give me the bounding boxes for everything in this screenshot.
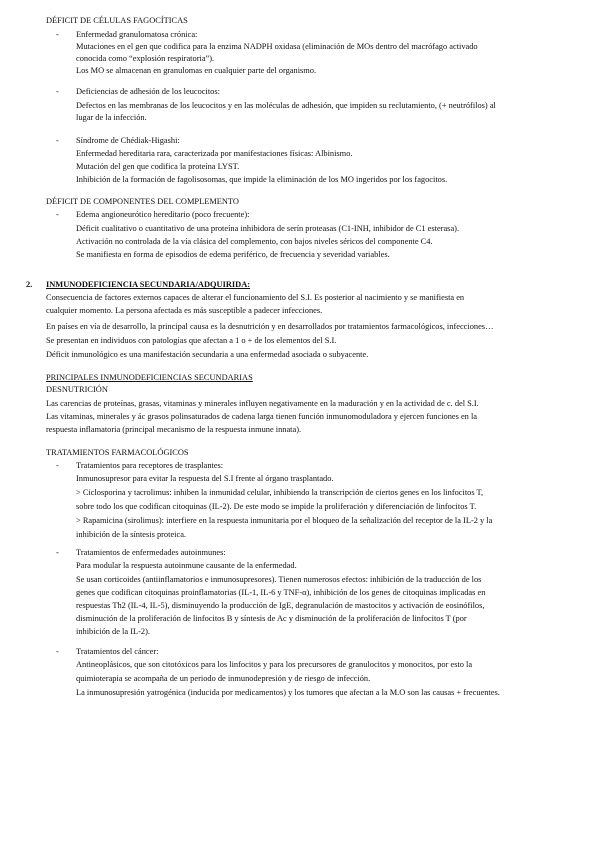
section-heading-pharmacological: TRATAMIENTOS FARMACOLÓGICOS — [46, 448, 189, 457]
text-line: sobre todo los que codifican citoquinas (IL-2). De este modo se impide la proliferación y diferenciación de linfocitos T. — [76, 502, 477, 511]
text-line: conocida como “explosión respiratoria”). — [76, 54, 215, 63]
text-line: Déficit inmunológico es una manifestación secundaria a una enfermedad asociada o subyacente. — [46, 350, 369, 359]
text-line: Inhibición de la formación de fagolisosomas, que impide la eliminación de los MO ingeridos por los fagocitos. — [76, 175, 448, 184]
section-number: 2. — [26, 280, 33, 289]
text-line: > Rapamicina (sirolimus): interfiere en la respuesta inmunitaria por el bloqueo de la señalización del receptor de la IL-2 y la — [76, 516, 493, 525]
text-line: quimioterapia se acompaña de un periodo de inmunodepresión y de riesgo de infección. — [76, 674, 371, 683]
section-heading-secondary-immunodeficiency: INMUNODEFICIENCIA SECUNDARIA/ADQUIRIDA: — [46, 280, 251, 289]
text-line: Defectos en las membranas de los leucocitos y en las moléculas de adhesión, que impiden su reclutamiento, (+ neutrófilos) al — [76, 101, 496, 110]
bullet-dash: - — [56, 30, 59, 39]
text-line: Se manifiesta en forma de episodios de edema periférico, de frecuencia y severidad variables. — [76, 250, 390, 259]
text-line: genes que codifican citoquinas proinflamatorias (IL-1, IL-6 y TNF-α), inhibición de los genes de citoquinas implicadas en — [76, 588, 486, 597]
text-line: Mutaciones en el gen que codifica para la enzima NADPH oxidasa (eliminación de MOs dentro del macrófago activado — [76, 42, 478, 51]
bullet-title: Edema angioneurótico hereditario (poco frecuente): — [76, 210, 250, 219]
text-line: Las carencias de proteínas, grasas, vitaminas y minerales influyen negativamente en la maduración y en la actividad de c. del S.I. — [46, 399, 479, 408]
text-line: inhibición de la síntesis proteica. — [76, 530, 187, 539]
text-line: Para modular la respuesta autoinmune causante de la enfermedad. — [76, 561, 297, 570]
text-line: En países en vía de desarrollo, la principal causa es la desnutrición y en desarrollados por tratamientos farmacológicos, infecciones… — [46, 322, 494, 331]
bullet-dash: - — [56, 647, 59, 656]
bullet-dash: - — [56, 548, 59, 557]
bullet-title: Síndrome de Chédiak-Higashi: — [76, 136, 180, 145]
text-line: Enfermedad hereditaria rara, caracterizada por manifestaciones físicas: Albinismo. — [76, 149, 353, 158]
text-line: Las vitaminas, minerales y ác grasos polinsaturados de cadena larga tienen función inmunomoduladora y ejercen funciones en la — [46, 412, 478, 421]
text-line: lugar de la infección. — [76, 113, 147, 122]
subheading-malnutrition: DESNUTRICIÓN — [46, 385, 108, 394]
text-line: Consecuencia de factores externos capaces de alterar el funcionamiento del S.I. Es posterior al nacimiento y se manifiesta en — [46, 293, 465, 302]
section-heading-main-secondary: PRINCIPALES INMUNODEFICIENCIAS SECUNDARIAS — [46, 373, 253, 382]
text-line: cualquier momento. La persona afectada es más susceptible a padecer infecciones. — [46, 306, 323, 315]
text-line: Antineoplásicos, que son citotóxicos para los linfocitos y para los precursores de granulocitos y monocitos, por esto la — [76, 660, 473, 669]
text-line: Activación no controlada de la vía clásica del complemento, con bajos niveles séricos del componente C4. — [76, 237, 433, 246]
text-line: Los MO se almacenan en granulomas en cualquier parte del organismo. — [76, 66, 317, 75]
bullet-title: Enfermedad granulomatosa crónica: — [76, 30, 198, 39]
bullet-title: Tratamientos del cáncer: — [76, 647, 159, 656]
text-line: La inmunosupresión yatrogénica (inducida por medicamentos) y los tumores que afectan a la M.O son las causas + frecuentes. — [76, 688, 500, 697]
bullet-title: Tratamientos de enfermedades autoinmunes: — [76, 548, 226, 557]
text-line: respuestas Th2 (IL-4, IL-5), disminuyendo la producción de IgE, degranulación de mastocitos y activación de eosinófilos, — [76, 601, 485, 610]
section-heading-complement-deficit: DÉFICIT DE COMPONENTES DEL COMPLEMENTO — [46, 197, 239, 206]
bullet-title: Tratamientos para receptores de trasplantes: — [76, 461, 224, 470]
text-line: Déficit cualitativo o cuantitativo de una proteína inhibidora de serín proteasas (C1-INH, inhibidor de C1 esterasa). — [76, 224, 460, 233]
text-line: Se presentan en individuos con patologías que afectan a 1 o + de los elementos del S.I. — [46, 336, 337, 345]
text-line: respuesta inflamatoria (principal mecanismo de la respuesta inmune innata). — [46, 425, 302, 434]
text-line: Mutación del gen que codifica la proteína LYST. — [76, 162, 240, 171]
text-line: > Ciclosporina y tacrolimus: inhiben la inmunidad celular, inhibiendo la transcripción de ciertos genes en los linfocitos T, — [76, 488, 484, 497]
section-heading-phagocytic-deficit: DÉFICIT DE CÉLULAS FAGOCÍTICAS — [46, 16, 188, 25]
bullet-dash: - — [56, 87, 59, 96]
text-line: Se usan corticoides (antiinflamatorios e inmunosupresores). Tienen numerosos efectos: inhibición de la traducción de los — [76, 575, 482, 584]
bullet-title: Deficiencias de adhesión de los leucocitos: — [76, 87, 220, 96]
bullet-dash: - — [56, 136, 59, 145]
text-line: Inmunosupresor para evitar la respuesta del S.I frente al órgano trasplantado. — [76, 474, 334, 483]
bullet-dash: - — [56, 461, 59, 470]
text-line: inhibición de la IL-2). — [76, 627, 150, 636]
bullet-dash: - — [56, 210, 59, 219]
text-line: disminución de la proliferación de linfocitos B y síntesis de Ac y disminución de la proliferación de linfocitos T (por — [76, 614, 467, 623]
